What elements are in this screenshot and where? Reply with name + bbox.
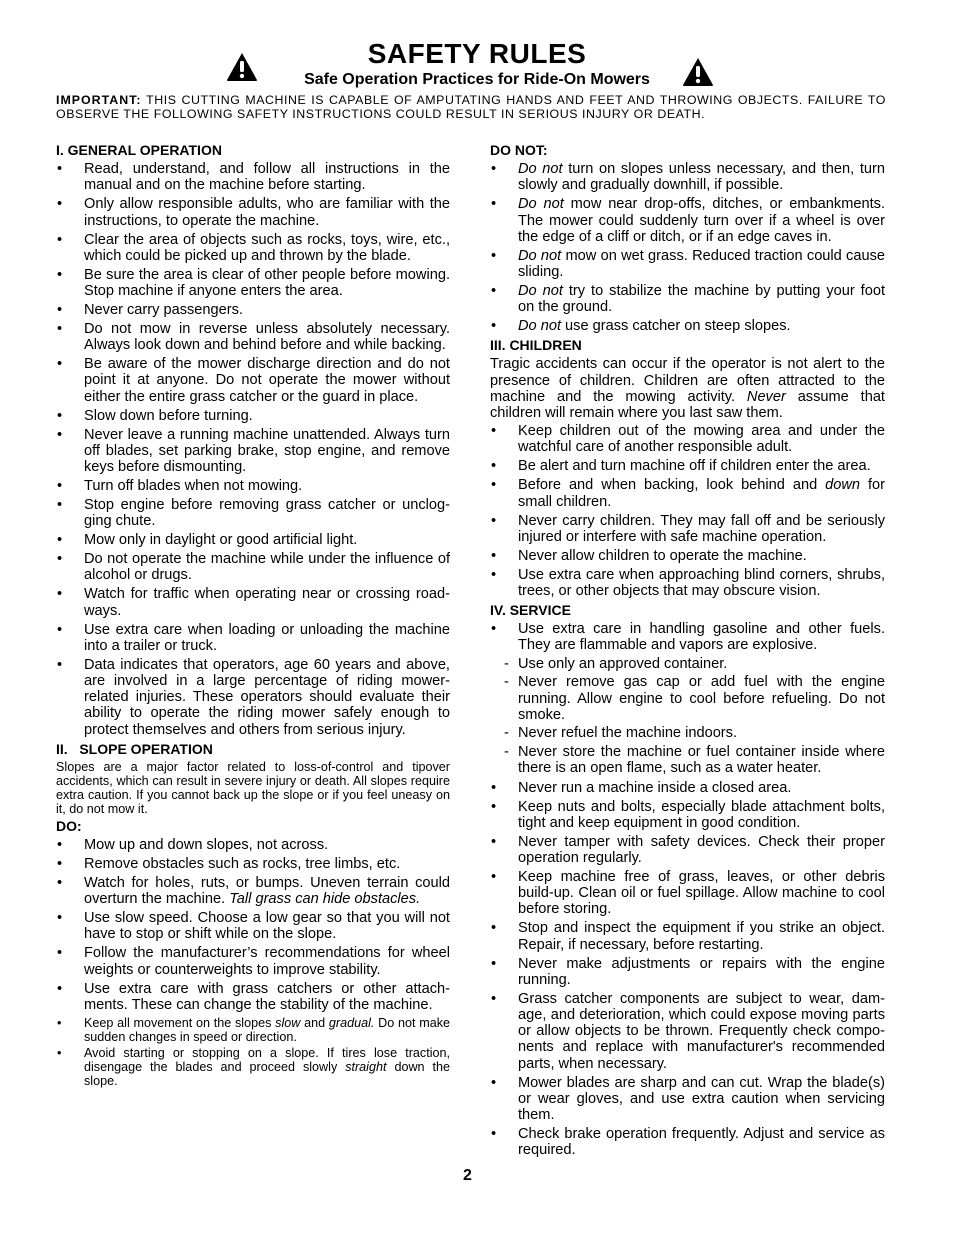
children-intro-text: Tragic accidents can occur if the operator is not alert to the presence of children. Children are often attracted to the machine and the mowing activity. <box>490 356 885 405</box>
keep-italic: slow <box>275 1015 301 1030</box>
list-item: • Keep nuts and bolts, especially blade attachment bolts, tight and keep equipment in good condition. <box>490 799 885 831</box>
list-item: • Read, understand, and follow all instructions in the manual and on the machine before starting. <box>56 161 450 193</box>
do-not-text: mow on wet grass. Reduced traction could cause sliding. <box>518 247 885 281</box>
list-item: • Be sure the area is clear of other people before mowing. Stop machine if anyone enters the area. <box>56 267 450 299</box>
watch-text: Watch for holes, ruts, or bumps. Uneven terrain could overturn the machine. <box>84 875 450 908</box>
do-list <box>56 837 450 1013</box>
list-item: • Mow only in daylight or good artificial light. <box>56 532 450 548</box>
list-item: • Do not operate the machine while under the influence of alcohol or drugs. <box>56 551 450 583</box>
sublist-item: - Never refuel the machine indoors. <box>504 725 885 741</box>
do-not-lead: Do not <box>518 247 562 264</box>
list-item: • Do not mow in reverse unless absolutely necessary. Always look down and behind before and while backing. <box>56 321 450 353</box>
list-item: • Never leave a running machine unattended. Always turn off blades, set parking brake, stop engine, and remove keys before dismounting. <box>56 427 450 476</box>
sublist-item: - Use only an approved container. <box>504 656 885 672</box>
list-item <box>56 1046 450 1088</box>
important-notice <box>56 93 886 121</box>
list-item: • Use extra care when loading or unloading the machine into a trailer or truck. <box>56 622 450 654</box>
keep-text: Keep all movement on the slopes <box>84 1015 276 1030</box>
list-item: • Never run a machine inside a closed area. <box>490 780 885 796</box>
list-item: • Remove obstacles such as rocks, tree limbs, etc. <box>56 856 450 872</box>
do-not-lead: Do not <box>518 196 564 213</box>
list-item <box>490 621 885 776</box>
page-number: 2 <box>463 1167 472 1184</box>
backing-italic: down <box>825 477 861 494</box>
list-item: • Mower blades are sharp and can cut. Wrap the blade(s) or wear gloves, and use extra caution when servicing them. <box>490 1075 885 1124</box>
list-item: • Stop and inspect the equipment if you strike an object. Repair, if necessary, before restarting. <box>490 920 885 952</box>
list-item: • Follow the manufacturer’s recommendations for wheel weights or counterweights to improve stability. <box>56 945 450 977</box>
general-operation-list <box>56 161 450 738</box>
general-operation-heading: I. GENERAL OPERATION <box>56 142 222 158</box>
list-item: • Use extra care when approaching blind corners, shrubs, trees, or other objects that may obscure vision. <box>490 567 885 599</box>
do-heading: DO: <box>56 817 82 834</box>
children-intro-italic: Never <box>746 388 786 405</box>
list-item <box>490 248 885 280</box>
page-subtitle: Safe Operation Practices for Ride-On Mowers <box>304 71 650 88</box>
backing-text: Before and when backing, look behind and <box>518 477 826 494</box>
service-first-text: Use extra care in handling gasoline and other fuels. They are flammable and vapors are explosive. <box>518 621 885 654</box>
list-item: • Data indicates that operators, age 60 years and above, are involved in a large percentage of riding mower-related injuries. These operators should evaluate their ability to operate the riding mower safely enough to protect themselves and others from serious injury. <box>56 657 450 738</box>
fuel-sublist <box>504 656 885 777</box>
watch-italic: Tall grass can hide obstacles. <box>229 891 421 908</box>
list-item <box>490 477 885 509</box>
list-item: • Never tamper with safety devices. Check their proper operation regularly. <box>490 834 885 866</box>
right-column <box>490 142 885 1161</box>
do-list-small <box>56 1016 450 1088</box>
service-list <box>490 621 885 1158</box>
do-not-list <box>490 161 885 334</box>
sublist-item: - Never store the machine or fuel container inside where there is an open flame, such as a water heater. <box>504 744 885 776</box>
list-item: • Keep machine free of grass, leaves, or other debris build-up. Clean oil or fuel spillage. Allow machine to cool before storing. <box>490 869 885 918</box>
list-item: • Keep children out of the mowing area and under the watchful care of another responsible adult. <box>490 423 885 455</box>
list-item <box>490 161 885 193</box>
avoid-text: down the slope. <box>84 1059 450 1088</box>
do-not-text: mow near drop-offs, ditches, or embankments. The mower could suddenly turn over if a wheel is over the edge of a cliff or ditch, or if an edge caves in. <box>518 196 886 245</box>
list-item: • Turn off blades when not mowing. <box>56 478 450 494</box>
list-item: • Never allow children to operate the machine. <box>490 548 885 564</box>
do-not-lead: Do not <box>518 161 563 178</box>
do-not-heading: DO NOT: <box>490 142 548 158</box>
avoid-italic: straight <box>345 1059 387 1074</box>
page-title: SAFETY RULES <box>367 38 587 69</box>
keep-text: Do not make sudden changes in speed or direction. <box>84 1015 451 1044</box>
list-item: • Use slow speed. Choose a low gear so that you will not have to stop or shift while on the slope. <box>56 910 450 942</box>
list-item: • Check brake operation frequently. Adjust and service as required. <box>490 1126 885 1158</box>
list-item <box>56 1016 450 1044</box>
list-item <box>490 196 885 245</box>
keep-italic: gradual. <box>328 1015 375 1030</box>
do-not-text: try to stabilize the machine by putting your foot on the ground. <box>518 283 886 316</box>
list-item: • Stop engine before removing grass catcher or unclog-ging chute. <box>56 497 450 529</box>
list-item: • Clear the area of objects such as rocks, toys, wire, etc., which could be picked up and thrown by the blade. <box>56 232 450 264</box>
list-item: • Never make adjustments or repairs with the engine running. <box>490 956 885 988</box>
do-not-text: use grass catcher on steep slopes. <box>561 318 791 335</box>
list-item: • Only allow responsible adults, who are familiar with the instructions, to operate the machine. <box>56 196 450 228</box>
list-item: • Use extra care with grass catchers or other attach-ments. These can change the stability of the machine. <box>56 981 450 1013</box>
avoid-text: Avoid starting or stopping on a slope. If tires lose traction, disengage the blades and proceed slowly <box>84 1045 450 1074</box>
do-not-text: turn on slopes unless necessary, and then, turn slowly and gradually downhill, if possible. <box>518 161 885 194</box>
list-item: • Never carry passengers. <box>56 302 450 318</box>
list-item: • Grass catcher components are subject to wear, dam-age, and deterioration, which could expose moving parts or allow objects to be thrown. Frequently check compo-nents and replace with manufacturer's recommended parts, when necessary. <box>490 991 885 1072</box>
children-intro-text: assume that children will remain where you last saw them. <box>490 388 885 422</box>
children-intro <box>490 356 885 421</box>
children-heading: III. CHILDREN <box>490 337 582 354</box>
list-item <box>56 875 450 907</box>
do-not-lead: Do not <box>518 283 563 300</box>
list-item <box>490 318 885 334</box>
keep-text: and <box>300 1015 329 1030</box>
list-item: • Be alert and turn machine off if children enter the area. <box>490 458 885 474</box>
sublist-item: - Never remove gas cap or add fuel with the engine running. Allow engine to cool before refueling. Do not smoke. <box>504 674 885 723</box>
do-not-lead: Do not <box>518 318 561 335</box>
service-heading: IV. SERVICE <box>490 602 571 619</box>
important-label: IMPORTANT: <box>56 93 142 107</box>
left-column <box>56 142 450 1090</box>
list-item: • Slow down before turning. <box>56 408 450 424</box>
backing-text: for small children. <box>518 477 885 510</box>
list-item: • Watch for traffic when operating near or crossing road-ways. <box>56 586 450 618</box>
slope-intro: Slopes are a major factor related to loss-of-control and tipover accidents, which can result in severe injury or death. All slopes require extra caution. If you cannot back up the slope or if you feel uneasy on it, do not mow it. <box>56 759 450 816</box>
important-text: THIS CUTTING MACHINE IS CAPABLE OF AMPUTATING HANDS AND FEET AND THROWING OBJECTS. FAILURE TO OBSERVE THE FOLLOWING SAFETY INSTRUCTIONS COULD RESULT IN SERIOUS INJURY OR DEATH. <box>56 93 886 121</box>
list-item <box>490 283 885 315</box>
children-list <box>490 423 885 599</box>
slope-operation-heading: II. SLOPE OPERATION <box>56 740 213 757</box>
list-item: • Mow up and down slopes, not across. <box>56 837 450 853</box>
list-item: • Be aware of the mower discharge direction and do not point it at anyone. Do not operate the mower without either the entire grass catcher or the guard in place. <box>56 356 450 405</box>
list-item: • Never carry children. They may fall off and be seriously injured or interfere with safe machine operation. <box>490 513 885 545</box>
